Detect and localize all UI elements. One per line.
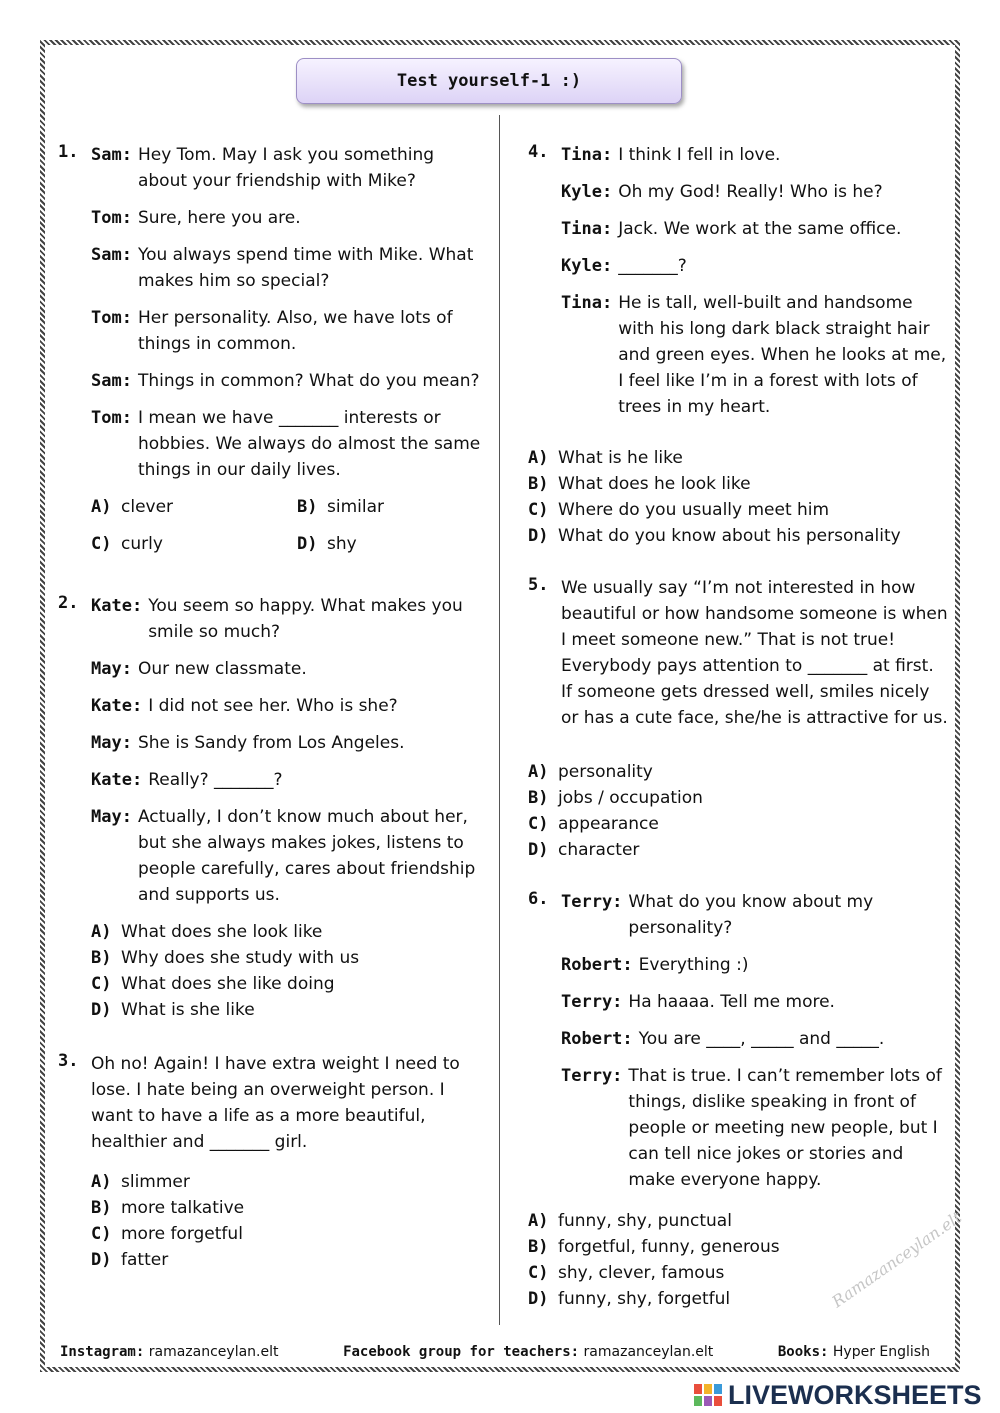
- speaker: Tom:: [91, 308, 132, 328]
- footer-instagram: [60, 1344, 278, 1360]
- option-d[interactable]: [297, 531, 488, 557]
- option-b[interactable]: [91, 945, 488, 971]
- dialogue-line: [91, 305, 488, 357]
- dialogue-line: [561, 179, 948, 205]
- dialogue-text: Really? _______?: [148, 770, 283, 790]
- footer-value: Hyper English: [832, 1344, 930, 1360]
- question-1: [58, 142, 488, 557]
- option-key: B): [528, 788, 549, 808]
- brand-text: LIVEWORKSHEETS: [728, 1379, 982, 1410]
- question-number: 6.: [528, 889, 549, 909]
- option-text: What does he look like: [558, 474, 751, 494]
- speaker: May:: [91, 807, 132, 827]
- option-d[interactable]: [91, 1247, 488, 1273]
- liveworksheets-logo[interactable]: [694, 1380, 982, 1410]
- speaker: Terry:: [561, 992, 623, 1012]
- dialogue-line: [91, 242, 488, 294]
- speaker: Tom:: [91, 408, 132, 428]
- option-key: A): [91, 922, 112, 942]
- dialogue-line: [91, 804, 488, 908]
- speaker: Robert:: [561, 1029, 633, 1049]
- speaker: May:: [91, 733, 132, 753]
- option-text: personality: [558, 762, 653, 782]
- answer-options: [528, 445, 948, 549]
- dialogue-text: Jack. We work at the same office.: [618, 219, 902, 239]
- option-text: What does she like doing: [121, 974, 335, 994]
- dialogue-line: [561, 216, 948, 242]
- footer-value: ramazanceylan.elt: [148, 1344, 279, 1360]
- option-key: D): [91, 1250, 112, 1270]
- dialogue-text: What do you know about my personality?: [628, 892, 874, 938]
- option-c[interactable]: [91, 971, 488, 997]
- dialogue-text: Things in common? What do you mean?: [137, 371, 480, 391]
- option-key: C): [528, 500, 549, 520]
- option-a[interactable]: [528, 759, 948, 785]
- speaker: Sam:: [91, 371, 132, 391]
- option-key: A): [91, 1172, 112, 1192]
- question-number: 2.: [58, 593, 79, 613]
- dialogue-line: [91, 593, 488, 645]
- option-text: character: [558, 840, 640, 860]
- liveworksheets-icon: [694, 1384, 722, 1406]
- dialogue-line: [561, 1026, 948, 1052]
- option-a[interactable]: [91, 494, 297, 520]
- footer-label: Books:: [777, 1344, 829, 1360]
- question-4: [528, 142, 948, 549]
- option-text: What does she look like: [121, 922, 323, 942]
- question-6: [528, 889, 948, 1312]
- dialogue-line: [91, 405, 488, 483]
- dialogue-text: She is Sandy from Los Angeles.: [137, 733, 405, 753]
- question-number: 5.: [528, 575, 549, 595]
- question-number: 1.: [58, 142, 79, 162]
- dialogue-text: Hey Tom. May I ask you something about your friendship with Mike?: [137, 145, 435, 191]
- speaker: Sam:: [91, 145, 132, 165]
- question-2: [58, 593, 488, 1023]
- question-3: [58, 1051, 488, 1273]
- answer-options: [91, 1169, 488, 1273]
- speaker: Kate:: [91, 696, 143, 716]
- speaker: May:: [91, 659, 132, 679]
- dialogue-line: [561, 1063, 948, 1193]
- answer-options: [528, 759, 948, 863]
- option-text: Where do you usually meet him: [558, 500, 830, 520]
- dialogue-text: Sure, here you are.: [137, 208, 301, 228]
- option-key: C): [528, 1263, 549, 1283]
- option-text: funny, shy, forgetful: [558, 1289, 731, 1309]
- watermark: Ramazanceylan.elt: [828, 1207, 966, 1312]
- option-key: C): [91, 534, 112, 554]
- option-key: D): [528, 840, 549, 860]
- option-b[interactable]: [91, 1195, 488, 1221]
- option-text: more talkative: [121, 1198, 245, 1218]
- option-text: fatter: [121, 1250, 169, 1270]
- dialogue-text: I mean we have _______ interests or hobbies. We always do almost the same things in our daily lives.: [137, 408, 481, 480]
- dialogue-text: _______?: [618, 256, 687, 276]
- option-text: appearance: [558, 814, 659, 834]
- dialogue-line: [561, 889, 948, 941]
- footer-label: Instagram:: [60, 1344, 145, 1360]
- option-b[interactable]: [528, 471, 948, 497]
- dialogue-text: You seem so happy. What makes you smile so much?: [148, 596, 463, 642]
- dialogue-line: [91, 730, 488, 756]
- option-key: D): [528, 1289, 549, 1309]
- option-text: forgetful, funny, generous: [558, 1237, 780, 1257]
- dialogue-text: Ha haaaa. Tell me more.: [628, 992, 835, 1012]
- footer: [60, 1342, 930, 1362]
- option-text: more forgetful: [121, 1224, 243, 1244]
- option-a[interactable]: [528, 1208, 948, 1234]
- dialogue-text: I did not see her. Who is she?: [148, 696, 398, 716]
- option-c[interactable]: [91, 1221, 488, 1247]
- dialogue-line: [91, 142, 488, 194]
- question-text: Oh no! Again! I have extra weight I need to lose. I hate being an overweight person. I want to have a life as a more beautiful, healthier and _______ girl.: [91, 1054, 460, 1152]
- option-c[interactable]: [528, 497, 948, 523]
- option-a[interactable]: [528, 445, 948, 471]
- speaker: Terry:: [561, 1066, 623, 1086]
- column-divider: [499, 115, 500, 1325]
- option-key: A): [528, 448, 549, 468]
- dialogue-line: [91, 767, 488, 793]
- option-d[interactable]: [91, 997, 488, 1023]
- option-key: C): [528, 814, 549, 834]
- speaker: Tina:: [561, 293, 613, 313]
- option-b[interactable]: [297, 494, 488, 520]
- dialogue-text: He is tall, well-built and handsome with his long dark black straight hair and green eyes. When he looks at me, I feel like I’m in a forest with lots of trees in my heart.: [618, 293, 947, 417]
- dialogue-line: [91, 693, 488, 719]
- option-key: C): [91, 974, 112, 994]
- footer-books: [778, 1344, 930, 1360]
- dialogue-text: That is true. I can’t remember lots of things, dislike speaking in front of people or meeting new people, but I can tell nice jokes or stories and make everyone happy.: [628, 1066, 942, 1190]
- dialogue-text: You are ____, _____ and _____.: [638, 1029, 885, 1049]
- option-key: D): [91, 1000, 112, 1020]
- option-key: D): [297, 534, 318, 554]
- option-c[interactable]: [91, 531, 297, 557]
- question-number: 4.: [528, 142, 549, 162]
- page-title: Test yourself-1 :): [296, 58, 682, 104]
- option-c[interactable]: [528, 811, 948, 837]
- option-d[interactable]: [528, 1286, 948, 1312]
- dialogue-text: Actually, I don’t know much about her, but she always makes jokes, listens to people carefully, cares about friendship and supports us.: [137, 807, 476, 905]
- dialogue-line: [561, 253, 948, 279]
- question-number: 3.: [58, 1051, 79, 1071]
- speaker: Kate:: [91, 596, 143, 616]
- option-text: similar: [327, 497, 384, 517]
- option-text: funny, shy, punctual: [558, 1211, 732, 1231]
- speaker: Sam:: [91, 245, 132, 265]
- dialogue-line: [561, 290, 948, 420]
- question-5: [528, 575, 948, 863]
- option-text: Why does she study with us: [121, 948, 360, 968]
- option-a[interactable]: [91, 919, 488, 945]
- answer-options: [91, 919, 488, 1023]
- dialogue-line: [91, 656, 488, 682]
- answer-options: [91, 494, 488, 557]
- right-column: [528, 142, 948, 1338]
- speaker: Kate:: [91, 770, 143, 790]
- option-key: B): [91, 1198, 112, 1218]
- dialogue-text: You always spend time with Mike. What makes him so special?: [137, 245, 474, 291]
- option-key: B): [297, 497, 318, 517]
- speaker: Robert:: [561, 955, 633, 975]
- dialogue-text: I think I fell in love.: [618, 145, 781, 165]
- option-text: shy: [327, 534, 357, 554]
- option-key: A): [528, 1211, 549, 1231]
- option-text: slimmer: [121, 1172, 190, 1192]
- option-key: C): [91, 1224, 112, 1244]
- option-text: What do you know about his personality: [558, 526, 901, 546]
- option-text: curly: [121, 534, 163, 554]
- speaker: Kyle:: [561, 182, 613, 202]
- left-column: [58, 142, 488, 1299]
- dialogue-line: [561, 952, 948, 978]
- speaker: Tom:: [91, 208, 132, 228]
- question-text: We usually say “I’m not interested in how beautiful or how handsome someone is when I meet someone new.” That is not true! Everybody pays attention to _______ at first. If someone gets dressed well, smiles nicely or has a cute face, she/he is attractive for us.: [561, 578, 948, 728]
- option-key: A): [91, 497, 112, 517]
- speaker: Tina:: [561, 219, 613, 239]
- dialogue-line: [561, 142, 948, 168]
- option-text: jobs / occupation: [558, 788, 703, 808]
- option-d[interactable]: [528, 523, 948, 549]
- dialogue-line: [91, 205, 488, 231]
- dialogue-text: Everything :): [638, 955, 749, 975]
- speaker: Terry:: [561, 892, 623, 912]
- speaker: Tina:: [561, 145, 613, 165]
- option-text: clever: [121, 497, 174, 517]
- option-text: shy, clever, famous: [558, 1263, 725, 1283]
- dialogue-line: [91, 368, 488, 394]
- footer-label: Facebook group for teachers:: [343, 1344, 580, 1360]
- option-b[interactable]: [528, 785, 948, 811]
- dialogue-text: Her personality. Also, we have lots of things in common.: [137, 308, 453, 354]
- option-key: B): [528, 474, 549, 494]
- option-key: B): [91, 948, 112, 968]
- footer-value: ramazanceylan.elt: [583, 1344, 714, 1360]
- dialogue-line: [561, 989, 948, 1015]
- dialogue-text: Oh my God! Really! Who is he?: [618, 182, 883, 202]
- option-a[interactable]: [91, 1169, 488, 1195]
- footer-facebook: [343, 1344, 713, 1360]
- option-d[interactable]: [528, 837, 948, 863]
- dialogue-text: Our new classmate.: [137, 659, 307, 679]
- option-key: A): [528, 762, 549, 782]
- speaker: Kyle:: [561, 256, 613, 276]
- option-text: What is she like: [121, 1000, 255, 1020]
- option-key: B): [528, 1237, 549, 1257]
- option-key: D): [528, 526, 549, 546]
- option-text: What is he like: [558, 448, 683, 468]
